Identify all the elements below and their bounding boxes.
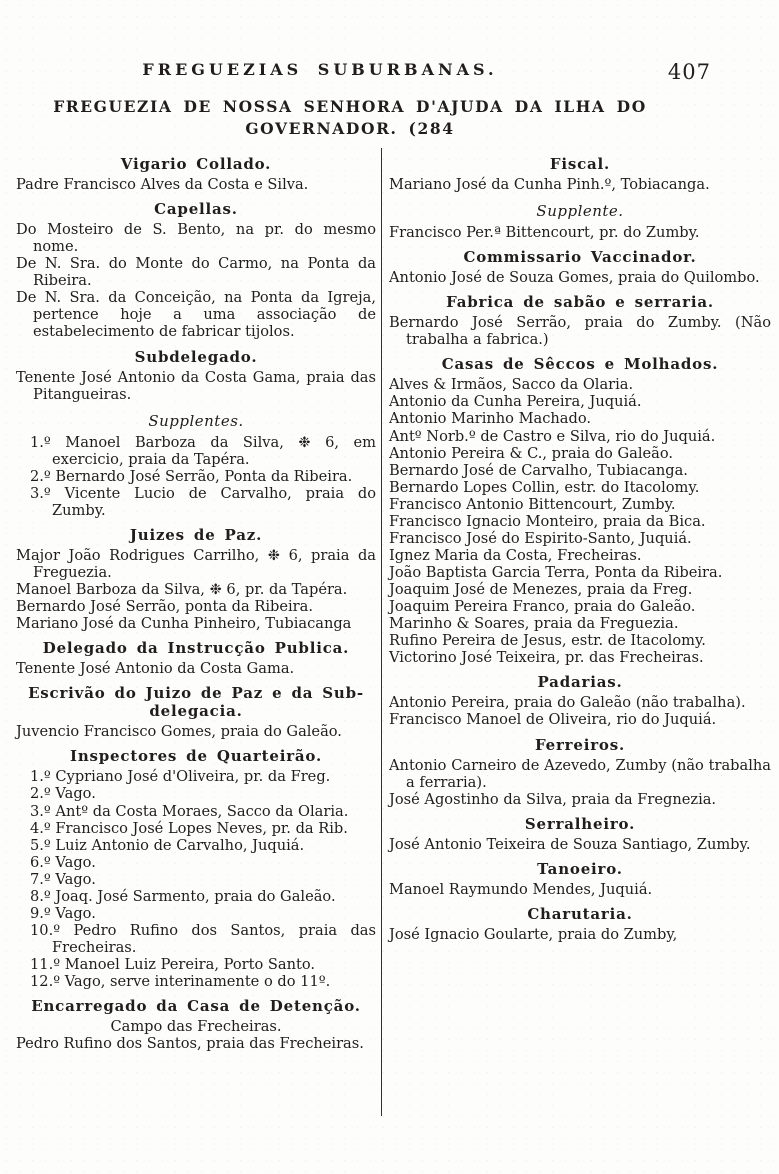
entry-ferreiro: José Agostinho da Silva, praia da Fregnezia. <box>389 790 717 808</box>
right-column <box>382 148 771 1116</box>
entry-ferreiro: Antonio Carneiro de Azevedo, Zumby (não trabalha a ferraria). <box>389 756 771 791</box>
entry-supplente: 2.º Bernardo José Serrão, Ponta da Ribeira. <box>30 467 353 485</box>
two-column-layout <box>16 148 771 1116</box>
entry-secco: Antonio Pereira & C., praia do Galeão. <box>389 444 673 462</box>
entry-secco: Bernardo Lopes Collin, estr. do Itacolomy. <box>389 478 700 496</box>
entry-secco: Antonio Marinho Machado. <box>389 410 592 428</box>
entry-secco: João Baptista Garcia Terra, Ponta da Ribeira. <box>389 564 723 581</box>
entry-secco: Antº Norb.º de Castro e Silva, rio do Juquiá. <box>389 427 716 445</box>
entry-capella: Do Mosteiro de S. Bento, na pr. do mesmo nome. <box>16 221 376 256</box>
entry-juiz: Bernardo José Serrão, ponta da Ribeira. <box>16 598 313 616</box>
entry-inspector: 1.º Cypriano José d'Oliveira, pr. da Freg. <box>30 768 331 786</box>
entry-secco: Rufino Pereira de Jesus, estr. de Itacolomy. <box>389 632 706 650</box>
entry-inspector: 8.º Joaq. José Sarmento, praia do Galeão. <box>30 887 336 905</box>
entry-delegado: Tenente José Antonio da Costa Gama. <box>16 660 295 678</box>
heading-charutaria: Charutaria. <box>527 904 633 923</box>
entry-secco: Bernardo José de Carvalho, Tubiacanga. <box>389 461 688 479</box>
heading-fabrica-sabao: Fabrica de sabão e serraria. <box>446 293 714 312</box>
heading-encarregado-detencao: Encarregado da Casa de Detenção. <box>31 997 361 1016</box>
entry-capella: De N. Sra. da Conceição, na Ponta da Igreja, pertence hoje a uma associação de estabelecimento de fabricar tijolos. <box>16 289 376 341</box>
entry-inspector: 3.º Antº da Costa Moraes, Sacco da Olaria. <box>30 802 349 820</box>
heading-vigario-collado: Vigario Collado. <box>120 155 272 173</box>
entry-inspector: 12.º Vago, serve interinamente o do 11º. <box>30 973 331 991</box>
entry-inspector: 2.º Vago. <box>30 785 96 803</box>
entry-secco: Marinho & Soares, praia da Freguezia. <box>389 615 679 633</box>
entry-inspector: 9.º Vago. <box>30 904 96 922</box>
entry-supplente: 1.º Manoel Barboza da Silva, ❉ 6, em exercicio, praia da Tapéra. <box>30 433 376 468</box>
entry-secco: Ignez Maria da Costa, Frecheiras. <box>389 546 642 564</box>
entry-inspector: 11.º Manoel Luiz Pereira, Porto Santo. <box>30 956 316 974</box>
heading-supplentes: Supplentes. <box>148 411 244 430</box>
heading-capellas: Capellas. <box>154 200 238 219</box>
heading-ferreiros: Ferreiros. <box>535 735 625 754</box>
heading-padarias: Padarias. <box>537 673 623 692</box>
entry-secco: Joaquim José de Menezes, praia da Freg. <box>389 581 693 599</box>
entry-supplente-fiscal: Francisco Per.ª Bittencourt, pr. do Zumby. <box>389 224 700 242</box>
entry-escrivao: Juvencio Francisco Gomes, praia do Galeão. <box>16 723 342 741</box>
entry-juiz: Mariano José da Cunha Pinheiro, Tubiacanga <box>16 615 352 633</box>
entry-inspector: 7.º Vago. <box>30 870 96 888</box>
entry-secco: Joaquim Pereira Franco, praia do Galeão. <box>389 598 696 616</box>
entry-tanoeiro: Manoel Raymundo Mendes, Juquiá. <box>389 880 653 898</box>
entry-inspector: 5.º Luiz Antonio de Carvalho, Juquiá. <box>30 836 305 854</box>
entry-secco: Victorino José Teixeira, pr. das Frecheiras. <box>389 649 704 667</box>
heading-subdelegado: Subdelegado. <box>134 347 258 366</box>
page-title <box>30 96 670 141</box>
entry-juiz: Manoel Barboza da Silva, ❉ 6, pr. da Tapéra. <box>16 581 348 599</box>
page-title-line2: GOVERNADOR. (284 <box>245 119 455 139</box>
entry-supplente: 3.º Vicente Lucio de Carvalho, praia do Zumby. <box>30 484 376 519</box>
entry-secco: Francisco Antonio Bittencourt, Zumby. <box>389 495 676 513</box>
heading-seccos-molhados: Casas de Sêccos e Molhados. <box>441 355 719 374</box>
entry-secco: Alves & Irmãos, Sacco da Olaria. <box>389 376 634 394</box>
entry-secco: Francisco José do Espirito-Santo, Juquiá. <box>389 529 692 547</box>
entry-encarregado-local: Campo das Frecheiras. <box>110 1018 282 1036</box>
left-column <box>16 148 382 1116</box>
entry-encarregado: Pedro Rufino dos Santos, praia das Frecheiras. <box>16 1035 364 1053</box>
heading-escrivao: Escrivão do Juizo de Paz e da Sub-delegacia. <box>28 684 364 721</box>
heading-commissario-vaccinador: Commissario Vaccinador. <box>463 248 697 267</box>
heading-fiscal: Fiscal. <box>549 155 611 173</box>
heading-inspectores: Inspectores de Quarteirão. <box>70 747 322 766</box>
heading-supplente-fiscal: Supplente. <box>536 202 624 221</box>
entry-inspector: 6.º Vago. <box>30 853 96 871</box>
heading-serralheiro: Serralheiro. <box>524 814 636 833</box>
entry-charutaria: José Ignacio Goularte, praia do Zumby, <box>389 925 678 943</box>
entry-commissario: Antonio José de Souza Gomes, praia do Quilombo. <box>389 269 760 287</box>
page-number: 407 <box>667 60 711 84</box>
entry-serralheiro: José Antonio Teixeira de Souza Santiago, Zumby. <box>389 835 751 853</box>
entry-padaria: Antonio Pereira, praia do Galeão (não trabalha). <box>389 694 746 712</box>
heading-juizes-de-paz: Juizes de Paz. <box>129 525 263 544</box>
heading-tanoeiro: Tanoeiro. <box>537 859 623 878</box>
entry-inspector: 10.º Pedro Rufino dos Santos, praia das Frecheiras. <box>30 921 376 956</box>
entry-vigario: Padre Francisco Alves da Costa e Silva. <box>16 176 309 193</box>
entry-secco: Francisco Ignacio Monteiro, praia da Bica. <box>389 512 706 530</box>
heading-delegado-instruccao: Delegado da Instrucção Publica. <box>42 639 350 658</box>
entry-subdelegado: Tenente José Antonio da Costa Gama, praia das Pitangueiras. <box>16 368 376 403</box>
entry-fiscal: Mariano José da Cunha Pinh.º, Tobiacanga. <box>389 176 710 193</box>
entry-fabrica: Bernardo José Serrão, praia do Zumby. (Não trabalha a fabrica.) <box>389 314 771 349</box>
entry-inspector: 4.º Francisco José Lopes Neves, pr. da Rib. <box>30 819 348 837</box>
entry-padaria: Francisco Manoel de Oliveira, rio do Juquiá. <box>389 711 717 729</box>
entry-capella: De N. Sra. do Monte do Carmo, na Ponta da Ribeira. <box>16 255 376 290</box>
page-title-line1: FREGUEZIA DE NOSSA SENHORA D'AJUDA DA ILHA DO <box>53 97 647 116</box>
entry-juiz: Major João Rodrigues Carrilho, ❉ 6, praia da Freguezia. <box>16 546 376 581</box>
entry-secco: Antonio da Cunha Pereira, Juquiá. <box>389 393 642 411</box>
running-head: FREGUEZIAS SUBURBANAS. <box>142 60 498 79</box>
